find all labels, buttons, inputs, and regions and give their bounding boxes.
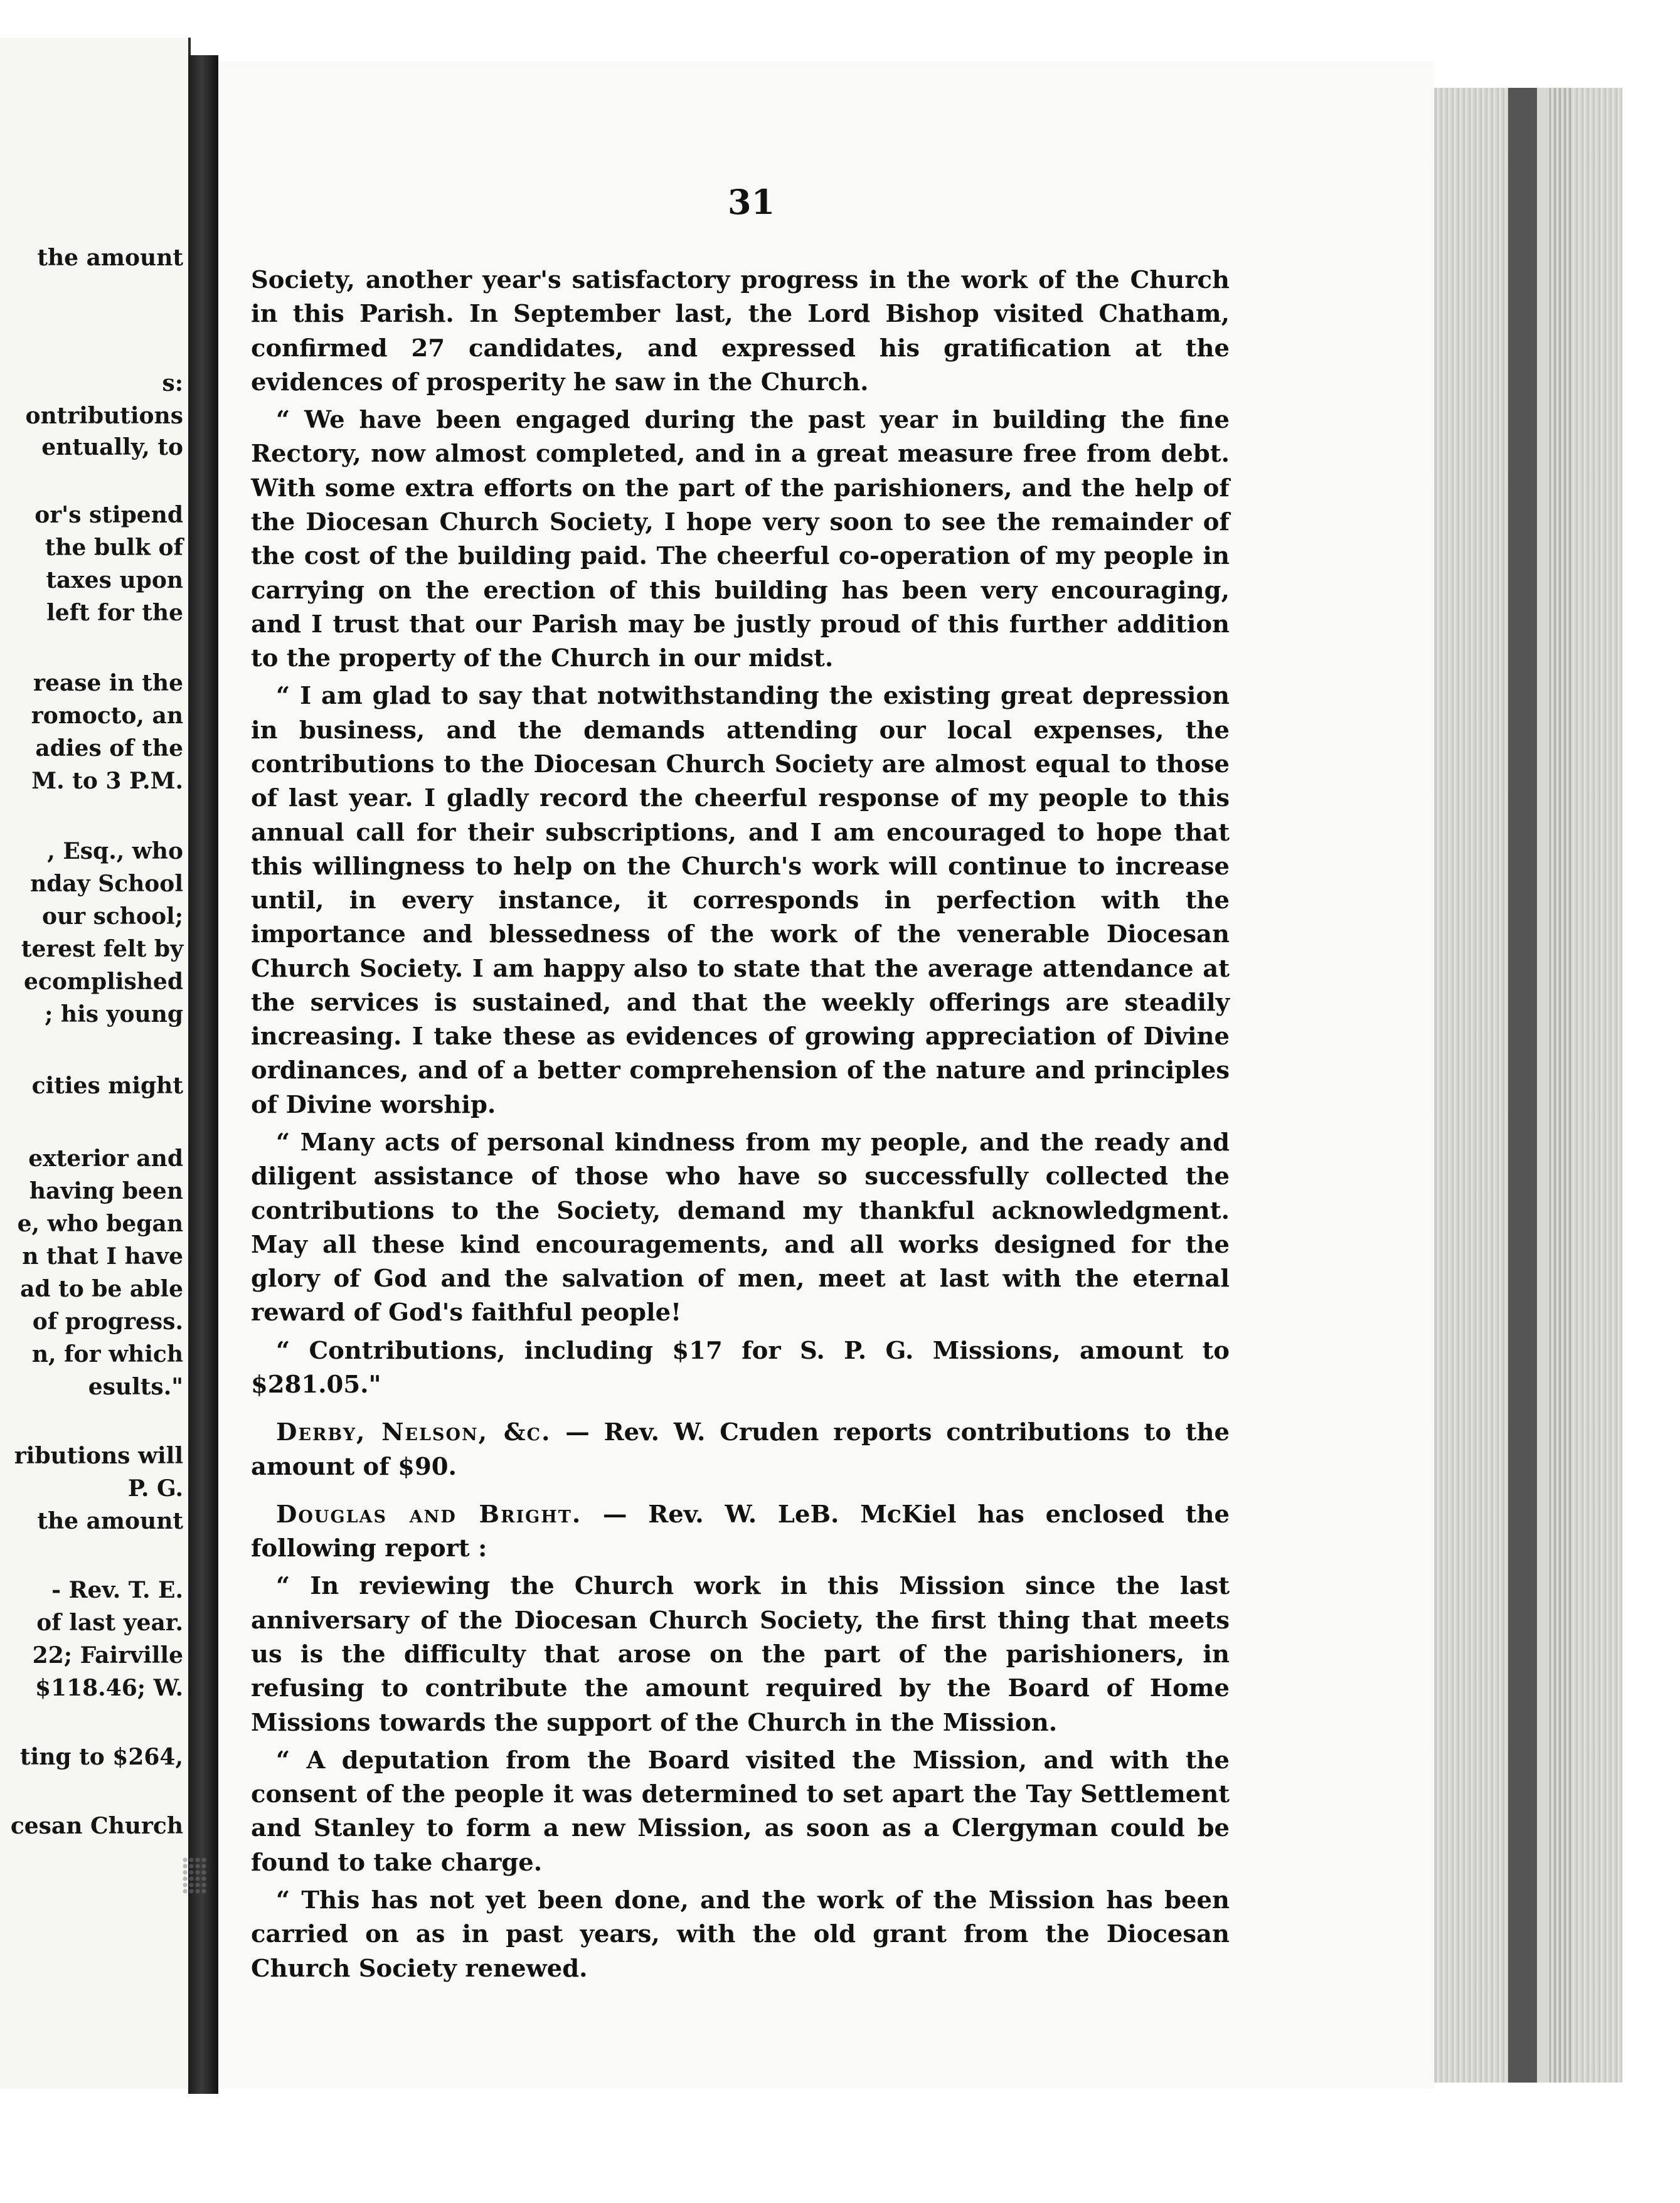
entry-text: — Rev. W. LeB. McKiel has enclosed the following report : [251,1500,1230,1563]
left-page-line: e, who began [17,1211,183,1237]
left-page-line: n, for which [31,1341,183,1367]
page-edge-leaves [1550,88,1572,2083]
left-page-line: n that I have [22,1243,183,1270]
left-page-line: 22; Fairville [32,1642,183,1669]
book-cover-edge [1508,88,1537,2083]
left-page-line: s: [162,370,183,396]
left-page-line: the bulk of [45,534,183,561]
left-page-line: ributions will [14,1443,183,1469]
left-page-line: the amount [37,1508,183,1534]
paragraph: “ This has not yet been done, and the work of the Mission has been carried on as in past years, with the old grant from the Diocesan Church Society renewed. [251,1886,1230,1983]
left-page-line: ecomplished [24,969,183,995]
left-page-line: adies of the [35,735,183,762]
left-page-line: nday School [30,871,183,897]
book-gutter [188,55,218,2094]
paragraph: “ I am glad to say that notwithstanding the existing great depression in business, and the demands attending our local expenses, the contributions to the Diocesan Church Society are almost equal to those of last year. I gladly record the cheerful response of my people to this annual call for their subscriptions, and I am encouraged to hope that this willingness to help on the Church's work will continue to increase until, in every instance, it corresponds in perfection with the importance and blessedness of the work of the venerable Diocesan Church Society. I am happy also to state that the average attendance at the services is sustained, and that the weekly offerings are steadily increasing. I take these as evidences of growing appreciation of Divine ordinances, and of a better comprehension of the nature and principles of Divine worship. [251,682,1230,1119]
left-page-line: romocto, an [31,703,183,729]
left-page-line: ontributions [25,403,183,429]
left-facing-page [0,38,191,2089]
left-page-line: or's stipend [35,502,183,528]
left-page-line: of last year. [36,1610,183,1636]
entry-text: — Rev. W. Cruden reports contributions to the amount of $90. [251,1418,1230,1481]
left-page-line: ; his young [45,1001,183,1027]
left-page-line: taxes upon [46,567,183,593]
left-page-line: having been [29,1178,183,1204]
paragraph: “ Many acts of personal kindness from my people, and the ready and diligent assistance of those who have so successfully collected the contributions to the Society, demand my thankful acknowledgment. May all these kind encouragements, and all works designed for the glory of God and the salvation of men, meet at last with the eternal reward of God's faithful people! [251,1128,1230,1327]
report-text [251,263,1230,1990]
left-page-line: ad to be able [20,1276,183,1302]
left-page-line: entually, to [41,434,183,460]
paragraph: “ We have been engaged during the past year in building the fine Rectory, now almost completed, and in a great measure free from debt. With some extra efforts on the part of the parishioners, and the help of the Diocesan Church Society, I hope very soon to see the remainder of the cost of the building paid. The cheerful co-operation of my people in carrying on the erection of this building has been very encouraging, and I trust that our Parish may be justly proud of this further addition to the property of the Church in our midst. [251,406,1230,673]
left-page-line: cesan Church [10,1813,183,1839]
paragraph: “ A deputation from the Board visited the Mission, and with the consent of the people it was determined to set apart the Tay Settlement and Stanley to form a new Mission, as soon as a Clergyman could be found to take charge. [251,1746,1230,1877]
left-page-line: the amount [37,245,183,271]
entry-douglas [251,1498,1230,1566]
left-page-line: our school; [41,903,183,930]
left-page-line: cities might [31,1073,183,1099]
left-page-line: $118.46; W. [35,1675,183,1701]
page-speck [182,1857,207,1894]
page-edge-highlight [1537,88,1550,2083]
left-page-line: ting to $264, [19,1744,183,1770]
left-page-line: M. to 3 P.M. [31,768,183,794]
paragraph: “ Contributions, including $17 for S. P. G. Missions, amount to $281.05." [251,1336,1230,1399]
page-number: 31 [728,182,775,222]
left-page-line: P. G. [127,1475,183,1502]
left-page-line: of progress. [32,1309,183,1335]
left-page-line: left for the [46,600,183,626]
left-page-line: esults." [88,1374,183,1400]
left-page-line: exterior and [28,1145,183,1172]
left-page-line: - Rev. T. E. [51,1577,183,1603]
left-page-line: rease in the [33,670,183,696]
left-page-line: terest felt by [21,936,183,962]
entry-derby [251,1416,1230,1484]
entry-heading: Douglas and Bright. [276,1500,582,1529]
entry-heading: Derby, Nelson, &c. [276,1418,551,1447]
left-page-line: , Esq., who [47,838,183,864]
paragraph: “ In reviewing the Church work in this Mission since the last anniversary of the Diocesan Church Society, the first thing that meets us is the difficulty that arose on the part of the parishioners, in refusing to contribute the amount required by the Board of Home Missions towards the support of the Church in the Mission. [251,1572,1230,1737]
paragraph: Society, another year's satisfactory progress in the work of the Church in this Parish. In September last, the Lord Bishop visited Chatham, confirmed 27 candidates, and expressed his gratification at the evidences of prosperity he saw in the Church. [251,266,1230,396]
